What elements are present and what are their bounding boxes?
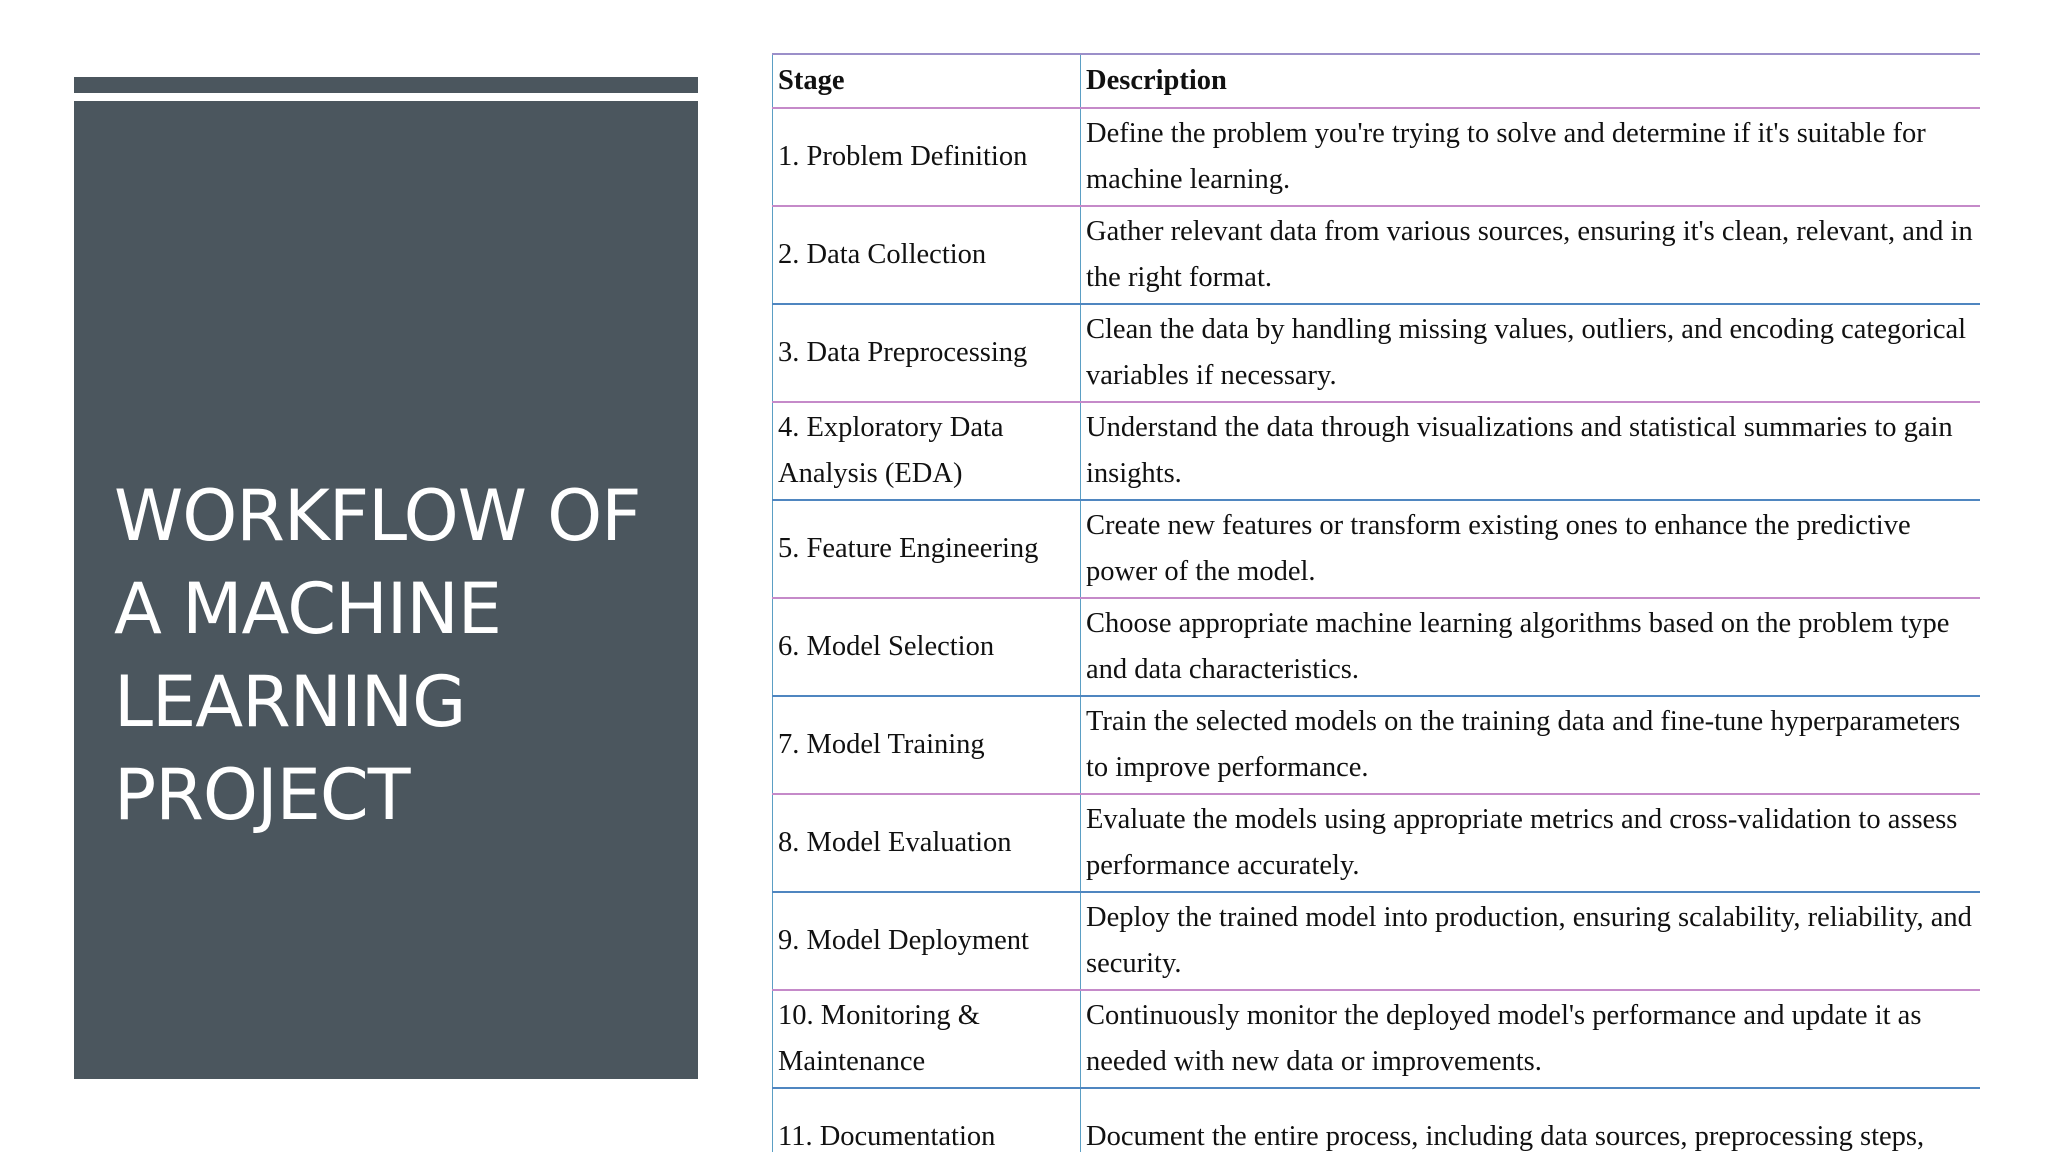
- header-description[interactable]: Description: [1081, 54, 1981, 108]
- table-row: [773, 598, 1981, 696]
- cell-description[interactable]: Evaluate the models using appropriate metrics and cross-validation to assess performance accurately.: [1081, 794, 1981, 892]
- table-row: [773, 990, 1981, 1088]
- table-row: [773, 500, 1981, 598]
- cell-stage[interactable]: 11. Documentation: [773, 1088, 1081, 1152]
- cell-description[interactable]: Gather relevant data from various sources, ensuring it's clean, relevant, and in the right format.: [1081, 206, 1981, 304]
- cell-stage[interactable]: 1. Problem Definition: [773, 108, 1081, 206]
- table-row: [773, 794, 1981, 892]
- table-row: [773, 108, 1981, 206]
- table-row: [773, 206, 1981, 304]
- cell-description[interactable]: Continuously monitor the deployed model's performance and update it as needed with new data or improvements.: [1081, 990, 1981, 1088]
- cell-description[interactable]: Deploy the trained model into production, ensuring scalability, reliability, and security.: [1081, 892, 1981, 990]
- cell-stage[interactable]: 5. Feature Engineering: [773, 500, 1081, 598]
- cell-stage[interactable]: 4. Exploratory Data Analysis (EDA): [773, 402, 1081, 500]
- table-row: [773, 892, 1981, 990]
- workflow-table-container: [772, 53, 1980, 1152]
- cell-stage[interactable]: 2. Data Collection: [773, 206, 1081, 304]
- table-header-row: [773, 54, 1981, 108]
- cell-stage[interactable]: 7. Model Training: [773, 696, 1081, 794]
- cell-description[interactable]: Clean the data by handling missing values, outliers, and encoding categorical variables if necessary.: [1081, 304, 1981, 402]
- cell-description[interactable]: Understand the data through visualizations and statistical summaries to gain insights.: [1081, 402, 1981, 500]
- slide-title[interactable]: WORKFLOW OF A MACHINE LEARNING PROJECT: [114, 475, 641, 836]
- table-row: [773, 696, 1981, 794]
- cell-stage[interactable]: 6. Model Selection: [773, 598, 1081, 696]
- workflow-table: [772, 53, 1980, 1152]
- table-row: [773, 1088, 1981, 1152]
- cell-description[interactable]: Choose appropriate machine learning algorithms based on the problem type and data characteristics.: [1081, 598, 1981, 696]
- cell-description[interactable]: Document the entire process, including data sources, preprocessing steps,: [1081, 1088, 1981, 1152]
- cell-stage[interactable]: 8. Model Evaluation: [773, 794, 1081, 892]
- table-row: [773, 402, 1981, 500]
- cell-stage[interactable]: 10. Monitoring & Maintenance: [773, 990, 1081, 1088]
- title-accent-bar: [74, 77, 698, 93]
- cell-stage[interactable]: 9. Model Deployment: [773, 892, 1081, 990]
- cell-description[interactable]: Define the problem you're trying to solve and determine if it's suitable for machine learning.: [1081, 108, 1981, 206]
- cell-description[interactable]: Train the selected models on the training data and fine-tune hyperparameters to improve performance.: [1081, 696, 1981, 794]
- header-stage[interactable]: Stage: [773, 54, 1081, 108]
- cell-description[interactable]: Create new features or transform existing ones to enhance the predictive power of the model.: [1081, 500, 1981, 598]
- table-row: [773, 304, 1981, 402]
- cell-stage[interactable]: 3. Data Preprocessing: [773, 304, 1081, 402]
